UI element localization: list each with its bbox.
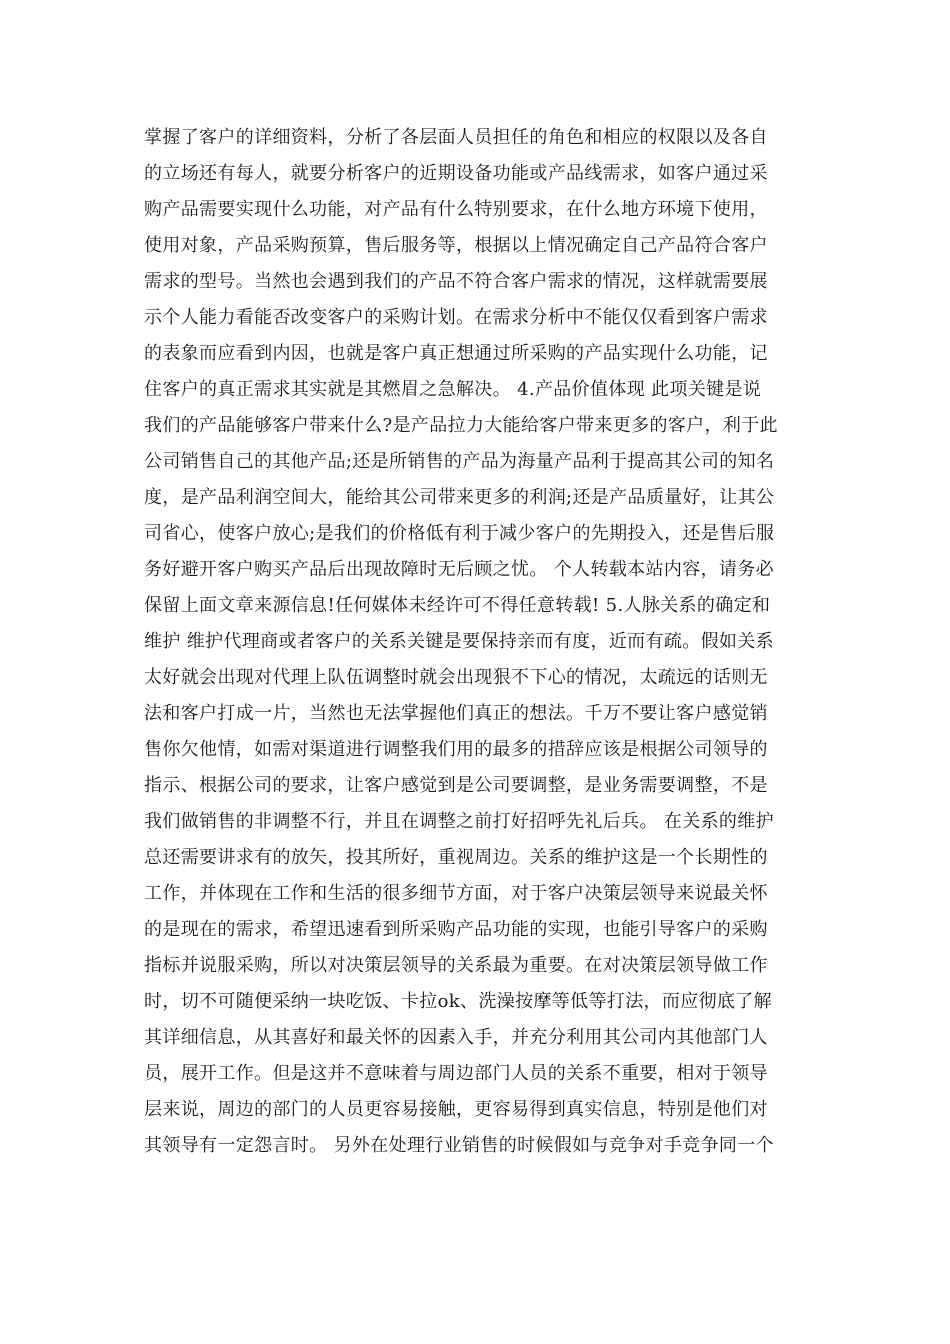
text-line: 司省心，使客户放心;是我们的价格低有利于减少客户的先期投入，还是售后服: [144, 523, 775, 544]
text-line: 示个人能力看能否改变客户的采购计划。在需求分析中不能仅仅看到客户需求: [144, 307, 768, 328]
text-line: 公司销售自己的其他产品;还是所销售的产品为海量产品利于提高其公司的知名: [144, 451, 775, 472]
text-line: 住客户的真正需求其实就是其燃眉之急解决。 4.产品价值体现 此项关键是说: [144, 379, 762, 400]
text-line: 维护 维护代理商或者客户的关系关键是要保持亲而有度，近而有疏。假如关系: [144, 631, 774, 652]
text-line: 指示、根据公司的要求，让客户感觉到是公司要调整，是业务需要调整，不是: [144, 775, 768, 796]
text-line: 度，是产品利润空间大，能给其公司带来更多的利润;还是产品质量好，让其公: [144, 487, 775, 508]
text-line: 员，展开工作。但是这并不意味着与周边部门人员的关系不重要，相对于领导: [144, 1063, 768, 1084]
text-line: 的表象而应看到内因，也就是客户真正想通过所采购的产品实现什么功能，记: [144, 343, 768, 364]
text-line: 太好就会出现对代理上队伍调整时就会出现狠不下心的情况，太疏远的话则无: [144, 667, 768, 688]
text-line: 法和客户打成一片，当然也无法掌握他们真正的想法。千万不要让客户感觉销: [144, 703, 768, 724]
text-line: 时，切不可随便采纳一块吃饭、卡拉ok、洗澡按摩等低等打法，而应彻底了解: [144, 991, 772, 1012]
text-line: 务好避开客户购买产品后出现故障时无后顾之忧。 个人转载本站内容，请务必: [144, 559, 774, 580]
text-line: 购产品需要实现什么功能，对产品有什么特别要求，在什么地方环境下使用，: [144, 199, 768, 220]
text-line: 总还需要讲求有的放矢，投其所好，重视周边。关系的维护这是一个长期性的: [144, 847, 768, 868]
body-text: [144, 120, 806, 1164]
text-line: 其领导有一定怨言时。 另外在处理行业销售的时候假如与竞争对手竞争同一个: [144, 1135, 774, 1156]
text-line: 工作，并体现在工作和生活的很多细节方面，对于客户决策层领导来说最关怀: [144, 883, 768, 904]
text-line: 层来说，周边的部门的人员更容易接触，更容易得到真实信息，特别是他们对: [144, 1099, 768, 1120]
text-line: 指标并说服采购，所以对决策层领导的关系最为重要。在对决策层领导做工作: [144, 955, 768, 976]
text-line: 使用对象，产品采购预算，售后服务等，根据以上情况确定自己产品符合客户: [144, 235, 768, 256]
text-line: 其详细信息，从其喜好和最关怀的因素入手，并充分利用其公司内其他部门人: [144, 1027, 768, 1048]
text-line: 售你欠他情，如需对渠道进行调整我们用的最多的措辞应该是根据公司领导的: [144, 739, 768, 760]
text-line: 的是现在的需求，希望迅速看到所采购产品功能的实现，也能引导客户的采购: [144, 919, 768, 940]
text-line: 我们做销售的非调整不行，并且在调整之前打好招呼先礼后兵。 在关系的维护: [144, 811, 774, 832]
text-line: 需求的型号。当然也会遇到我们的产品不符合客户需求的情况，这样就需要展: [144, 271, 768, 292]
text-line: 掌握了客户的详细资料，分析了各层面人员担任的角色和相应的权限以及各自: [144, 127, 768, 148]
text-line: 保留上面文章来源信息!任何媒体未经许可不得任意转载! 5.人脉关系的确定和: [144, 595, 771, 616]
text-line: 的立场还有每人，就要分析客户的近期设备功能或产品线需求，如客户通过采: [144, 163, 768, 184]
text-line: 我们的产品能够客户带来什么?是产品拉力大能给客户带来更多的客户，利于此: [144, 415, 778, 436]
